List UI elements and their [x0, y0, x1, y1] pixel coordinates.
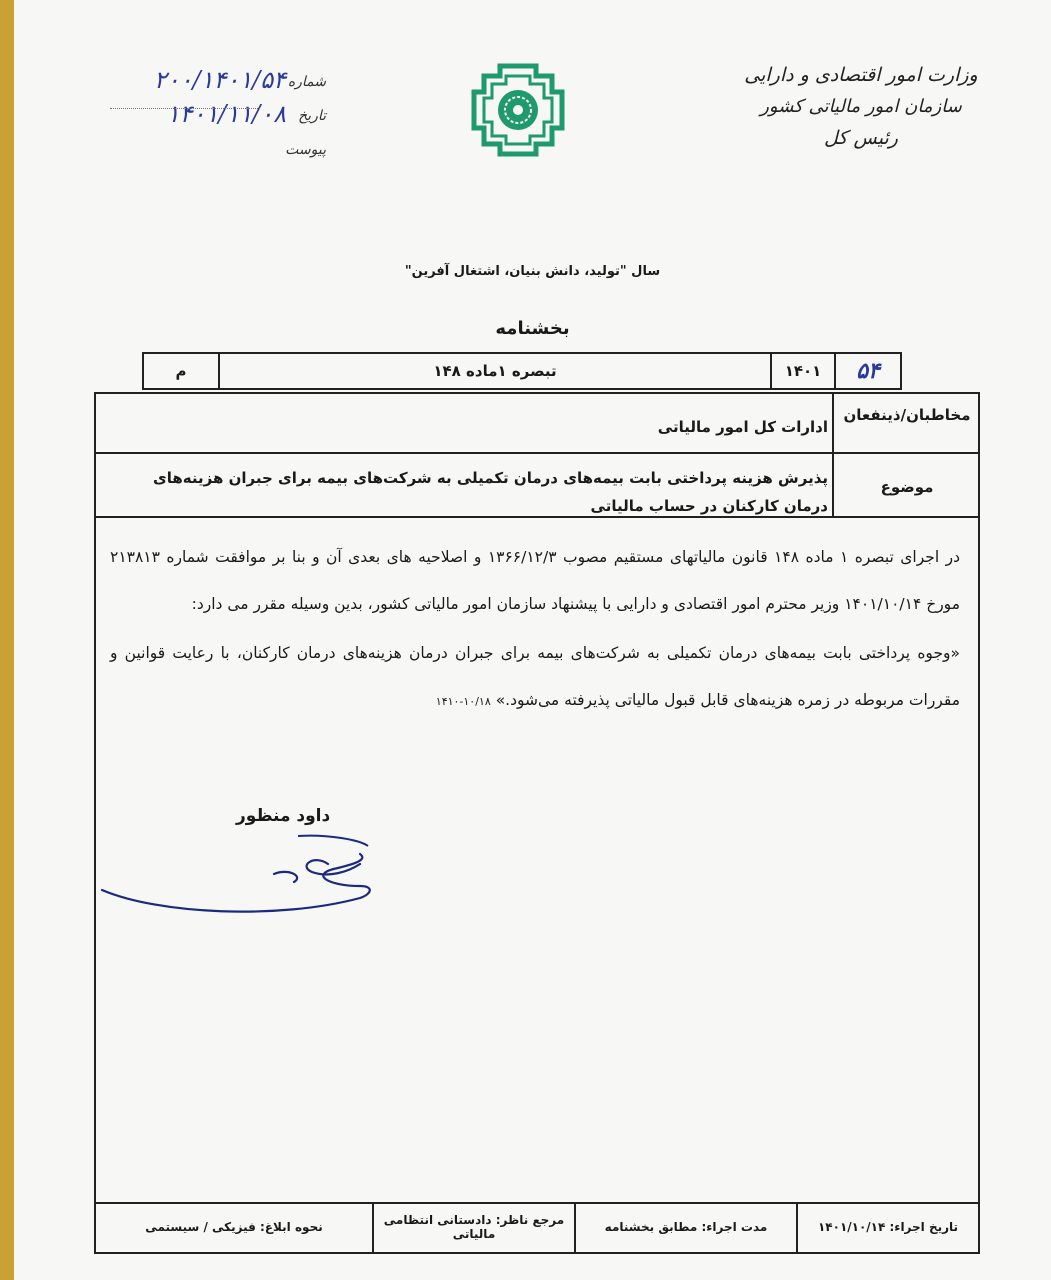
signature-image: [98, 824, 388, 914]
circular-number-cell: [834, 354, 900, 388]
circular-text: [110, 534, 960, 725]
circular-body-frame: [94, 392, 980, 1254]
circular-year: ۱۴۰۱: [770, 354, 834, 388]
attachment-row: [96, 134, 326, 168]
ministry-heading: [731, 64, 991, 159]
notification-method: نحوه ابلاغ: فیزیکی / سیستمی: [145, 1220, 323, 1234]
number-label: شماره: [287, 74, 326, 90]
subject-value: پذیرش هزینه پرداختی بابت بیمه‌های درمان تکمیلی به شرکت‌های بیمه برای جبران هزینه‌های درمان کارکنان در حساب مالیاتی: [153, 469, 828, 515]
circular-footer: [96, 1202, 978, 1252]
execution-date: تاریخ اجراء: ۱۴۰۱/۱۰/۱۴: [817, 1220, 959, 1234]
number-row: [96, 66, 326, 100]
tax-organization-logo: [470, 62, 566, 158]
reference-code: ۱۴۱۰-۱۰/۱۸: [435, 695, 491, 708]
circular-number: ۵۴: [856, 358, 880, 384]
footer-sep-2: [574, 1202, 576, 1252]
year-slogan: سال "تولید، دانش بنیان، اشتغال آفرین": [404, 264, 661, 279]
document-page: [14, 0, 1051, 1280]
circular-number-strip: [142, 352, 902, 390]
execution-duration: مدت اجراء: مطابق بخشنامه: [604, 1220, 768, 1234]
date-value: ۱۴۰۱/۱۱/۰۸: [166, 100, 286, 128]
signer-name: داود منظور: [236, 806, 331, 826]
number-value: ۲۰۰/۱۴۰۱/۵۴: [153, 66, 286, 94]
decree-quote: [110, 630, 960, 725]
decree-quote-text: «وجوه پرداختی بابت بیمه‌های درمان تکمیلی به شرکت‌های بیمه برای جبران درمان هزینه‌های درمان کارکنان، با رعایت قوانین و مقررات مربوطه در زمره هزینه‌های قابل قبول مالیاتی پذیرفته می‌شود.»: [110, 644, 960, 709]
recipients-value: ادارات کل امور مالیاتی: [657, 418, 828, 436]
letter-meta: [96, 66, 326, 168]
organization-name: سازمان امور مالیاتی کشور: [760, 96, 962, 117]
date-row: [96, 100, 326, 134]
attachment-dotted-line: [110, 108, 260, 109]
attachment-label: پیوست: [285, 142, 326, 158]
footer-sep-1: [796, 1202, 798, 1252]
divider-recipients: [96, 452, 978, 454]
document-title: بخشنامه: [495, 318, 570, 339]
main-paragraph: در اجرای تبصره ۱ ماده ۱۴۸ قانون مالیاتهای مستقیم مصوب ۱۳۶۶/۱۲/۳ و اصلاحیه های بعدی آن و بنا بر موافقت شماره ۲۱۳۸۱۳ مورخ ۱۴۰۱/۱۰/۱۴ وزیر محترم امور اقتصادی و دارایی با پیشنهاد سازمان امور مالیاتی کشور، بدین وسیله مقرر می دارد:: [110, 548, 960, 613]
supervisory-authority: مرجع ناظر: دادستانی انتظامی مالیاتی: [383, 1213, 565, 1241]
circular-code: م: [175, 362, 187, 380]
ministry-name: وزارت امور اقتصادی و دارایی: [744, 64, 978, 86]
position-title: رئیس کل: [824, 127, 898, 149]
subject-label: موضوع: [880, 478, 934, 496]
footer-sep-3: [372, 1202, 374, 1252]
label-column-divider: [832, 394, 834, 516]
date-label: تاریخ: [298, 108, 326, 124]
recipients-label: مخاطبان/ذینفعان: [843, 406, 971, 424]
circular-article-ref: تبصره ۱ماده ۱۴۸: [218, 354, 770, 388]
